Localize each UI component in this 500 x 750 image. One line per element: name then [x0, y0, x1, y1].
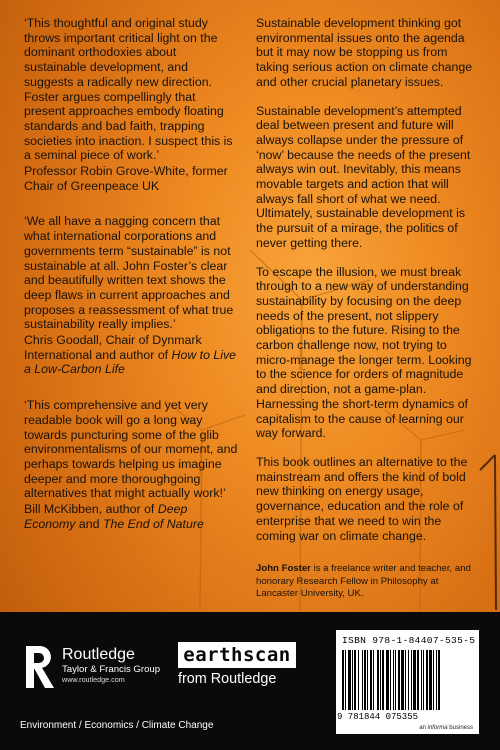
earthscan-logo — [178, 642, 296, 688]
earthscan-from: from Routledge — [178, 671, 277, 687]
blurb-paragraph: Sustainable development thinking got environmental issues onto the agenda but it may now be stopping us from taking serious action on climate change and other crucial planetary issues. — [256, 16, 473, 89]
blurb-paragraph: Sustainable development’s attempted deal between present and future will always collapse under the pressure of ‘now’ because the needs of the present always win out. Inevitably, this means movable targets and action that will always fall short of what we need. Ultimately, sustainable development is the pursuit of a mirage, the politics of never getting there. — [256, 103, 471, 250]
blurb-paragraph: This book outlines an alternative to the mainstream and offers the kind of bold new thinking on energy usage, governance, education and the role of enterprise that we need to win the coming war on climate change. — [256, 454, 468, 543]
blurb-paragraph: To escape the illusion, we must break through to a new way of understanding sustainability by focusing on the deep needs of the present, not slippery obligations to the future. Rising to the carbon challenge now, not trying to micro-manage the longer term. Looking to the science for orders of magnitude and direction, not a game-plan. Harnessing the short-term dynamics of capitalism to the cause of learning our way forward. — [256, 264, 472, 441]
isbn-number: ISBN 978-1-84407-535-5 — [342, 635, 476, 646]
quote-attribution: Bill McKibben, author of Deep Economy and The End of Nature — [24, 502, 204, 531]
book-title: Deep Economy — [24, 502, 188, 531]
publisher-url: www.routledge.com — [62, 675, 125, 684]
quote-text: ‘This thoughtful and original study throws important critical light on the dominant orthodoxies about sustainable development, and suggests a radically new direction. Foster argues compellingly that present approaches embody floating standards and bad faith, trapping societies into inaction. I suspect this is a seminal piece of work.’ — [24, 16, 233, 163]
author-name: John Foster — [256, 563, 311, 575]
ean-digits: 9 781844 075355 — [337, 712, 419, 722]
book-title: The End of Nature — [102, 516, 204, 531]
publisher-group: Taylor & Francis Group — [62, 664, 161, 675]
quote-text: ‘We all have a nagging concern that what international corporations and governments term “sustainable” is not sustainable at all. John Foster’s clear and beautifully written text shows the deep flaws in current approaches and proposes a reassessment of what true sustainability really implies.’ — [24, 214, 234, 332]
routledge-r-icon — [20, 642, 58, 692]
barcode-panel — [336, 630, 479, 734]
author-bio: John Foster is a freelance writer and teacher, and honorary Research Fellow in Philosophy at Lancaster University, UK. — [256, 563, 471, 600]
routledge-logo — [20, 642, 160, 692]
barcode-icon — [342, 650, 473, 710]
quote-attribution: Professor Robin Grove-White, former Chair of Greenpeace UK — [24, 164, 228, 193]
subject-categories: Environment / Economics / Climate Change — [20, 720, 214, 731]
quote-text: ‘This comprehensive and yet very readable book will go a long way towards puncturing some of the glib environmentalisms of our moment, and perhaps towards helping us imagine deeper and more thoroughgoing alternatives that might actually work!’ — [24, 398, 238, 501]
endorsement-quote — [24, 16, 239, 193]
footer-band — [0, 612, 500, 750]
endorsement-column — [24, 16, 239, 532]
informa-imprint: an informa business — [419, 725, 473, 731]
publisher-name: Routledge — [62, 646, 135, 663]
endorsement-quote — [24, 214, 239, 377]
blurb-column — [256, 16, 478, 601]
book-title: How to Live a Low-Carbon Life — [24, 347, 237, 377]
earthscan-wordmark: earthscan — [178, 642, 296, 668]
quote-attribution: Chris Goodall, Chair of Dynmark International and author of How to Live a Low-Carbon Life — [24, 333, 237, 377]
endorsement-quote — [24, 398, 239, 531]
